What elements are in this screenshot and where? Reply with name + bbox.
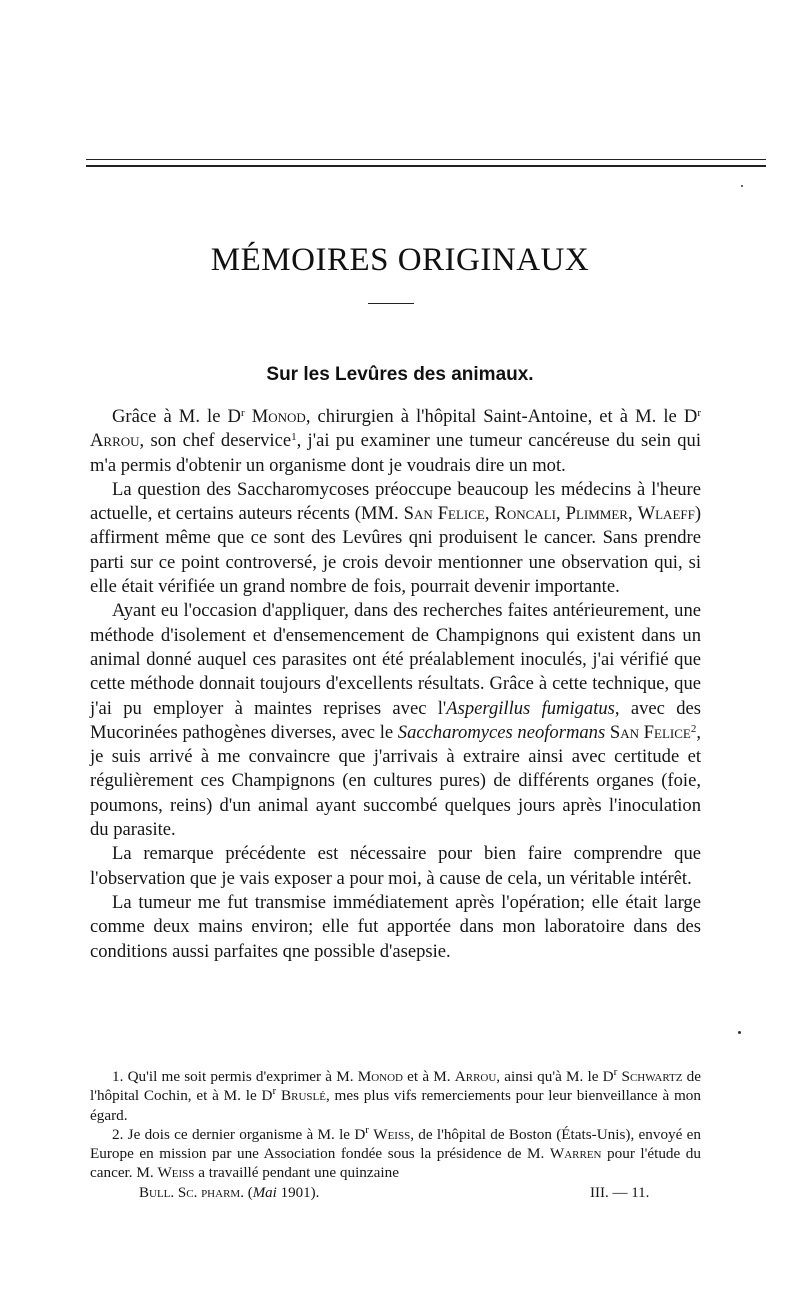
paragraph-5: La tumeur me fut transmise immédiatement après l'opération; elle était large comme deux mains environ; elle fut apportée dans mon laboratoire dans des conditions aussi parfaites qne possible d'asepsie. — [90, 891, 701, 962]
footnotes — [90, 1067, 701, 1183]
footnote-ref-2: 2 — [690, 722, 697, 735]
paragraph-1: Grâce à M. le $D^r$ Monod, chirurgien à l'hôpital Saint-Antoine, et à M. le $D^r$ Arrou, son chef deservice$^1$, j'ai pu examiner une tumeur cancéreuse du sein qui m'a permis d'obtenir un organisme dont je voudrais dire un mot. — [90, 406, 701, 476]
article-title: Sur les Levûres des animaux. — [266, 364, 534, 385]
header-rule-thin — [86, 159, 766, 160]
title-divider — [368, 303, 414, 304]
footnote-ref-1: 1 — [291, 431, 297, 444]
article-body — [90, 405, 701, 964]
header-rule-thick — [86, 165, 766, 167]
margin-speck — [741, 185, 743, 187]
paragraph-3: Ayant eu l'occasion d'appliquer, dans des recherches faites antérieurement, une méthode d'isolement et d'ensemencement de Champignons qui existent dans un animal donné auquel ces parasites ont été préalablement inoculés, j'ai vérifié que cette méthode donnait toujours d'excellents résultats. Grâce à cette technique, que j'ai pu employer à maintes reprises avec l'Aspergillus fumigatus, avec des Mucorinées pathogènes diverses, avec le Saccharomyces neoformans San Felice$^2$, je suis arrivé à me convaincre que j'arrivais à extraire ainsi avec certitude et régulièrement ces Champignons (en cultures pures) de différents organes (foie, poumons, reins) d'un animal ayant succombé quelques jours après l'inoculation du parasite. — [90, 600, 702, 841]
paragraph-2: La question des Saccharomycoses préoccupe beaucoup les médecins à l'heure actuelle, et certains auteurs récents (MM. San Felice, Roncali, Plimmer, Wlaeff) affirment même que ce sont des Levûres qni produisent le cancer. Sans prendre parti sur ce point controversé, je crois devoir mentionner une observation qui, si elle était vérifiée un grand nombre de fois, pourrait devenir importante. — [90, 478, 702, 598]
page-number: III. — 11. — [590, 1185, 650, 1201]
footnote-2: 2. Je dois ce dernier organisme à M. le $D^r$ Weiss, de l'hôpital de Boston (États-Unis), envoyé en Europe en mission par une Association fondée sous la présidence de M. Warren pour l'étude du cancer. M. Weiss a travaillé pendant une quinzaine — [90, 1123, 701, 1182]
section-title: MÉMOIRES ORIGINAUX — [210, 242, 590, 278]
paragraph-4: La remarque précédente est nécessaire pour bien faire comprendre que l'observation que je vais exposer a pour moi, à cause de cela, un véritable intérêt. — [90, 843, 701, 889]
margin-speck — [738, 1031, 741, 1034]
journal-citation: Bull. Sc. pharm. (Mai 1901). — [139, 1185, 320, 1201]
footnote-1: 1. Qu'il me soit permis d'exprimer à M. Monod et à M. Arrou, ainsi qu'à M. le $D^r$ Schwartz de l'hôpital Cochin, et à M. le $D^r$ Bruslé, mes plus vifs remerciements pour leur bienveillance à mon égard. — [90, 1066, 701, 1124]
